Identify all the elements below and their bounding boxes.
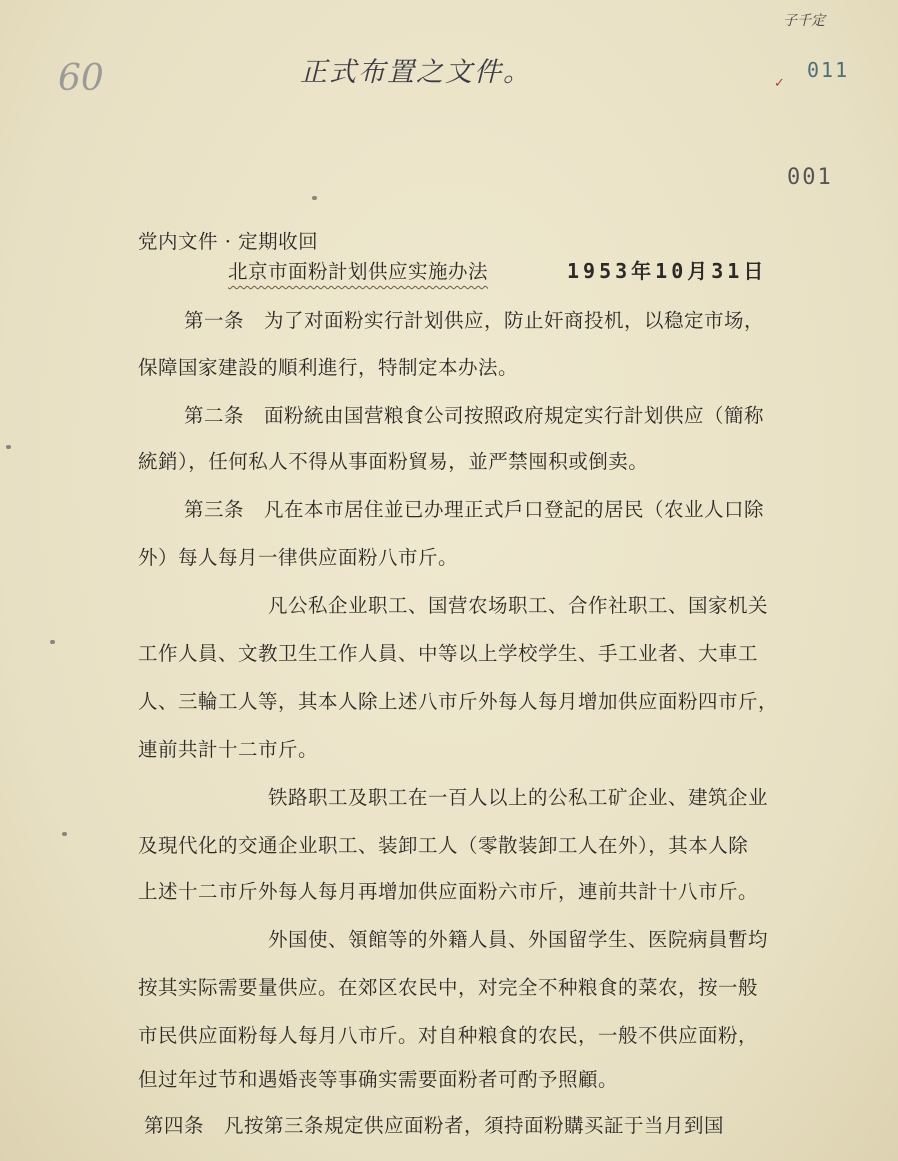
archive-number-stamp: 011 bbox=[807, 58, 850, 82]
body-line: 工作人員、文教卫生工作人員、中等以上学校学生、手工业者、大車工 bbox=[138, 642, 759, 665]
body-line: 第二条 面粉統由国营粮食公司按照政府規定实行計划供应（簡称 bbox=[184, 404, 765, 427]
body-line: 但过年过节和遇婚丧等事确实需要面粉者可酌予照顧。 bbox=[138, 1068, 619, 1091]
handwritten-page-number: 60 bbox=[58, 58, 104, 99]
body-line: 保障国家建設的順利進行，特制定本办法。 bbox=[138, 356, 519, 379]
paper-speck bbox=[62, 832, 67, 836]
paper-speck bbox=[312, 196, 317, 200]
body-line: 市民供应面粉每人每月八市斤。对自种粮食的农民，一般不供应面粉， bbox=[138, 1024, 759, 1047]
body-line: 上述十二市斤外每人每月再增加供应面粉六市斤，連前共計十八市斤。 bbox=[138, 880, 759, 903]
body-line: 人、三輪工人等，其本人除上述八市斤外每人每月增加供应面粉四市斤， bbox=[138, 690, 779, 713]
body-line: 铁路职工及职工在一百人以上的公私工矿企业、建筑企业 bbox=[268, 786, 769, 809]
page-number-stamp: 001 bbox=[787, 165, 833, 190]
handwritten-note: 正式布置之文件。 bbox=[300, 57, 532, 88]
document-title: 北京市面粉計划供应实施办法 bbox=[228, 260, 489, 283]
body-line: 第三条 凡在本市居住並已办理正式戶口登記的居民（农业人口除 bbox=[184, 498, 765, 521]
body-line: 統銷），任何私人不得从事面粉貿易，並严禁囤积或倒卖。 bbox=[138, 450, 649, 473]
classification-label: 党内文件 · 定期收回 bbox=[138, 230, 319, 253]
body-line: 連前共計十二市斤。 bbox=[138, 738, 319, 761]
paper-speck bbox=[6, 445, 11, 449]
body-line: 第一条 为了对面粉实行計划供应，防止奸商投机，以稳定市场， bbox=[184, 309, 765, 332]
body-line: 外）每人每月一律供应面粉八市斤。 bbox=[138, 546, 459, 569]
body-line: 及現代化的交通企业职工、装卸工人（零散装卸工人在外），其本人除 bbox=[138, 834, 749, 857]
body-line: 按其实际需要量供应。在郊区农民中，对完全不种粮食的菜农，按一般 bbox=[138, 976, 759, 999]
paper-speck bbox=[50, 640, 55, 644]
handwritten-signature: 子千定 bbox=[783, 13, 825, 29]
check-mark-icon: ✓ bbox=[774, 76, 785, 91]
body-line: 凡公私企业职工、国营农场职工、合作社职工、国家机关 bbox=[268, 594, 769, 617]
body-line: 第四条 凡按第三条規定供应面粉者，須持面粉購买証于当月到国 bbox=[144, 1114, 725, 1137]
body-line: 外国使、領館等的外籍人員、外国留学生、医院病員暫均 bbox=[268, 928, 769, 951]
document-date: 1953年10月31日 bbox=[567, 259, 768, 283]
